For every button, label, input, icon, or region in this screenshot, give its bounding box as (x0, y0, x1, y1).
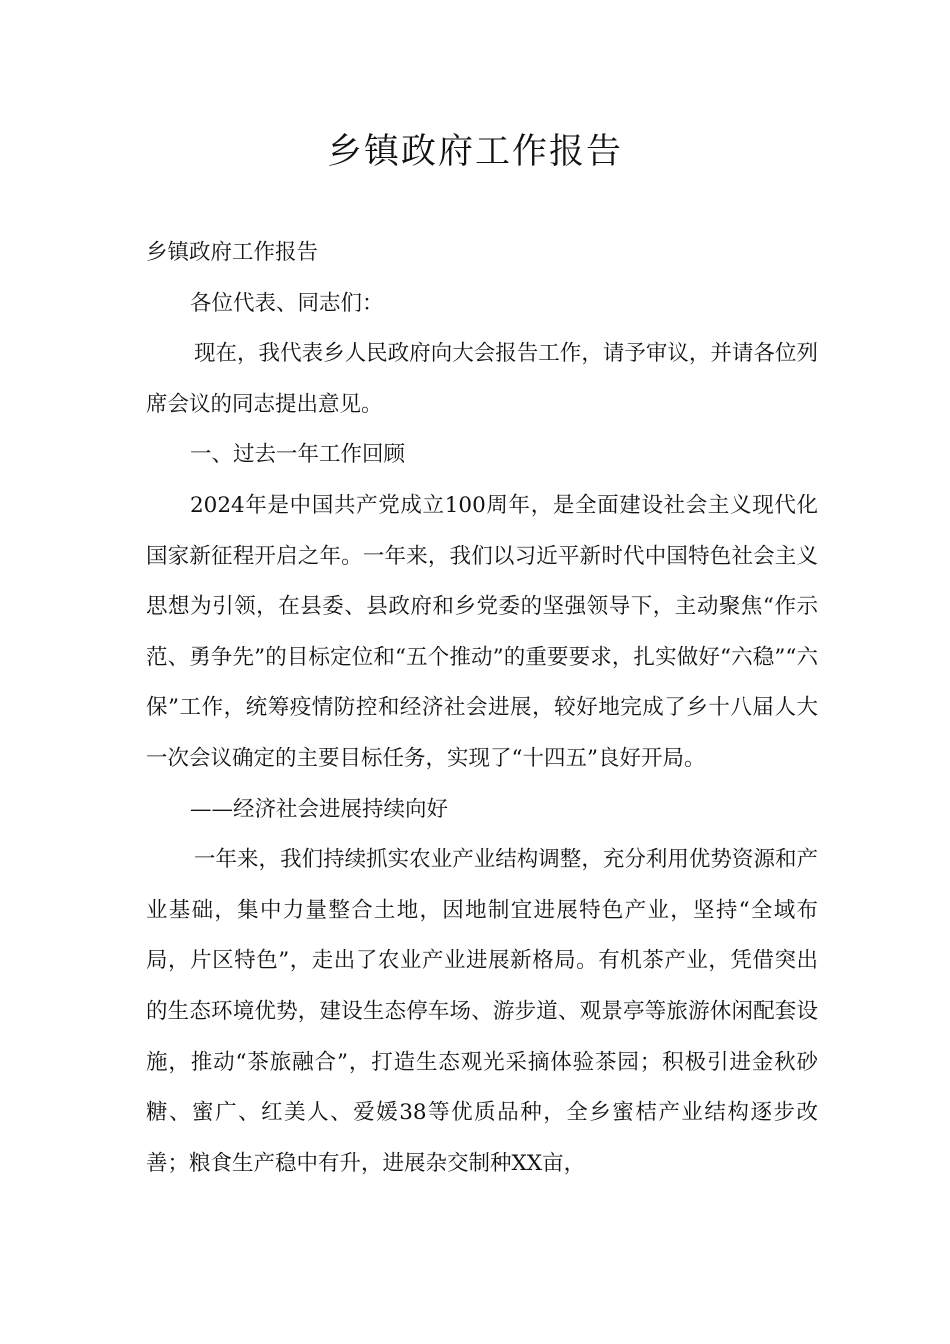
subtitle-paragraph: 乡镇政府工作报告 (146, 240, 319, 265)
section-heading: 一、过去一年工作回顾 (190, 442, 406, 468)
agriculture-paragraph: 一年来，我们持续抓实农业产业结构调整，充分利用优势资源和产业基础，集中力量整合土地，因地制宜进展特色产业，坚持“全域布局，片区特色”，走出了农业产业进展新格局。有机茶产业，凭借突出的生态环境优势，建设生态停车场、游步道、观景亭等旅游休闲配套设施，推动“茶旅融合”，打造生态观光采摘体验茶园；积极引进金秋砂糖、蜜广、红美人、爱媛38等优质品种，全乡蜜桔产业结构逐步改善；粮食生产稳中有升，进展杂交制种XX亩， (146, 847, 818, 1176)
subsection-heading: ——经济社会进展持续向好 (190, 796, 449, 822)
salutation-paragraph: 各位代表、同志们： (190, 290, 384, 316)
document-title: 乡镇政府工作报告 (326, 132, 623, 172)
opening-paragraph: 现在，我代表乡人民政府向大会报告工作，请予审议，并请各位列席会议的同志提出意见。 (146, 341, 818, 417)
document-body (146, 228, 818, 1189)
review-paragraph: 2024年是中国共产党成立100周年，是全面建设社会主义现代化国家新征程开启之年。一年来，我们以习近平新时代中国特色社会主义思想为引领，在县委、县政府和乡党委的坚强领导下，主动聚焦“作示范、勇争先”的目标定位和“五个推动”的重要要求，扎实做好“六稳”“六保”工作，统筹疫情防控和经济社会进展，较好地完成了乡十八届人大一次会议确定的主要目标任务，实现了“十四五”良好开局。 (146, 492, 818, 771)
